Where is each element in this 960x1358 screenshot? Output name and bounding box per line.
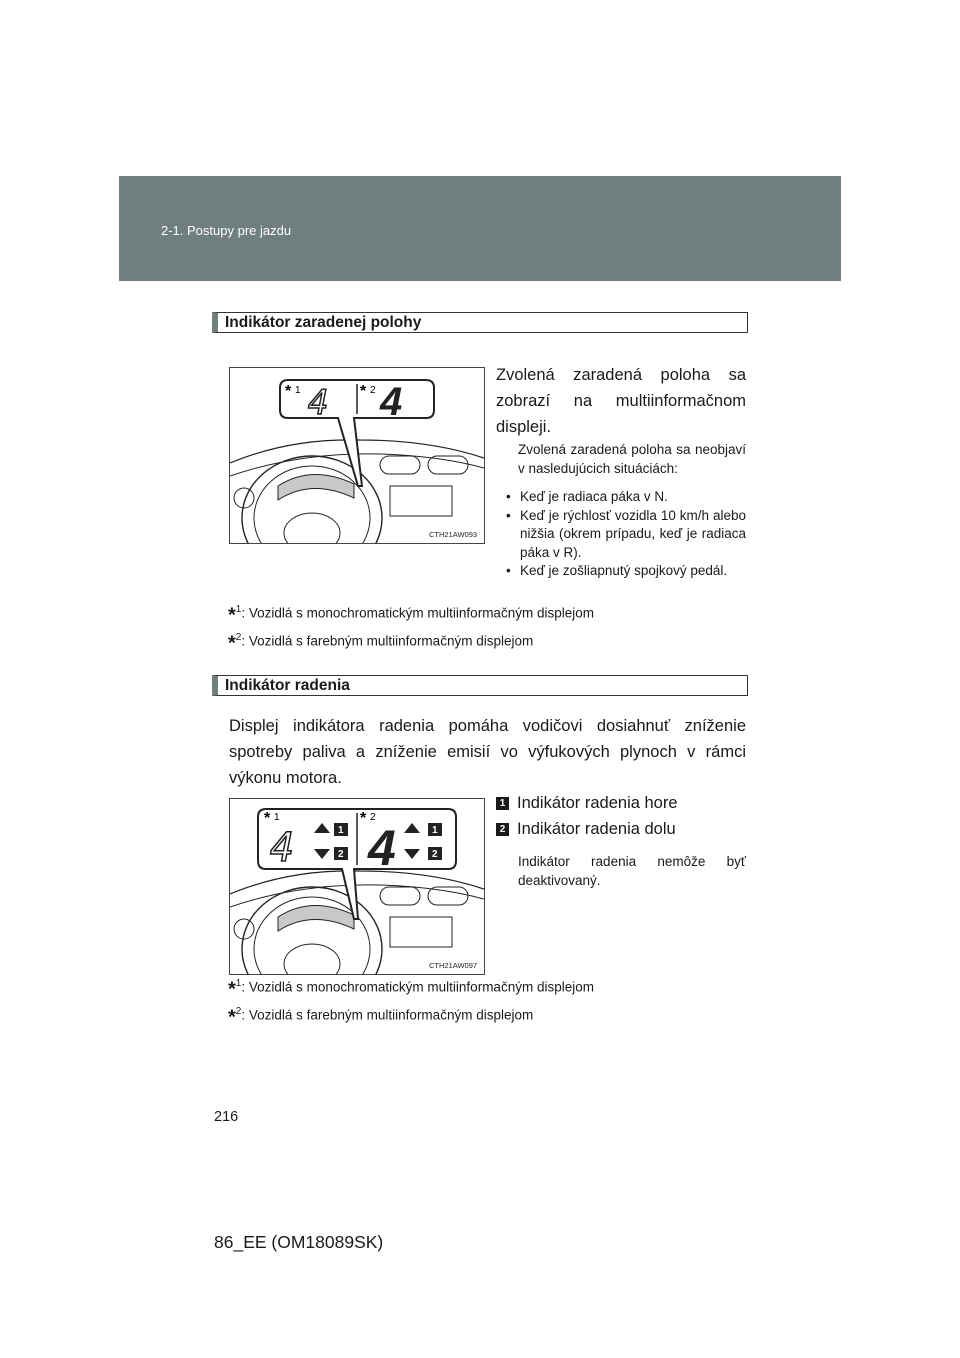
svg-text:4: 4 (270, 825, 295, 871)
svg-text:2: 2 (432, 849, 438, 860)
footnote-1: *$^1$: Vozidlá s monochromatickým multiinformačným displejom (228, 978, 594, 1001)
section-title-gear-position: Indikátor zaradenej polohy (212, 312, 748, 333)
footnote-2: *$^2$: Vozidlá s farebným multiinformačným displejom (228, 632, 534, 655)
svg-text:2: 2 (370, 812, 376, 823)
svg-text:2: 2 (338, 849, 344, 860)
svg-text:1: 1 (432, 825, 438, 836)
svg-text:*: * (360, 810, 367, 827)
svg-text:1: 1 (295, 385, 301, 396)
svg-text:1: 1 (338, 825, 344, 836)
figure-gear-position (229, 367, 485, 544)
gear-position-description: Zvolená zaradená poloha sa zobrazí na multiinformačnom displeji. (496, 366, 746, 436)
breadcrumb: 2-1. Postupy pre jazdu (161, 223, 292, 238)
figure-shift-indicator (229, 798, 485, 975)
svg-text:4: 4 (308, 383, 329, 423)
shift-indicator-intro: Displej indikátora radenia pomáha vodičovi dosiahnuť zníženie spotreby paliva a zníženie emisií vo výfukových plynoch v rámci výkonu motora. (229, 717, 746, 787)
list-item: • Keď je rýchlosť vozidla 10 km/h alebo nižšia (okrem prípadu, keď je radiaca páka v R). (504, 507, 746, 563)
page-number: 216 (214, 1109, 239, 1125)
svg-text:*: * (360, 383, 367, 400)
list-item: • Keď je radiaca páka v N. (504, 488, 746, 507)
legend-item-downshift: 2 Indikátor radenia dolu (496, 820, 676, 839)
legend-item-upshift: 1 Indikátor radenia hore (496, 794, 678, 813)
callout-number-2: 2 (496, 823, 509, 836)
footnote-2: *$^2$: Vozidlá s farebným multiinformačným displejom (228, 1006, 534, 1029)
svg-text:*: * (264, 810, 271, 827)
footnote-1: *$^1$: Vozidlá s monochromatickým multiinformačným displejom (228, 604, 594, 627)
callout-number-1: 1 (496, 797, 509, 810)
figure-code: CTH21AW097 (429, 961, 478, 970)
page-header (119, 176, 841, 281)
dashboard-illustration (230, 368, 484, 543)
svg-text:*: * (285, 383, 292, 400)
svg-text:1: 1 (274, 812, 280, 823)
figure-code: CTH21AW093 (429, 530, 478, 539)
svg-text:4: 4 (380, 380, 403, 424)
manual-code: 86_EE (OM18089SK) (214, 1232, 384, 1252)
svg-text:4: 4 (368, 820, 396, 876)
dashboard-illustration (230, 799, 484, 974)
gear-position-note: Zvolená zaradená poloha sa neobjaví v nasledujúcich situáciách: (518, 442, 746, 476)
section-title-shift-indicator: Indikátor radenia (212, 675, 748, 696)
list-item: • Keď je zošliapnutý spojkový pedál. (504, 562, 746, 581)
gear-position-conditions (504, 488, 746, 581)
svg-text:2: 2 (370, 385, 376, 396)
shift-indicator-note: Indikátor radenia nemôže byť deaktivovaný. (518, 854, 746, 888)
